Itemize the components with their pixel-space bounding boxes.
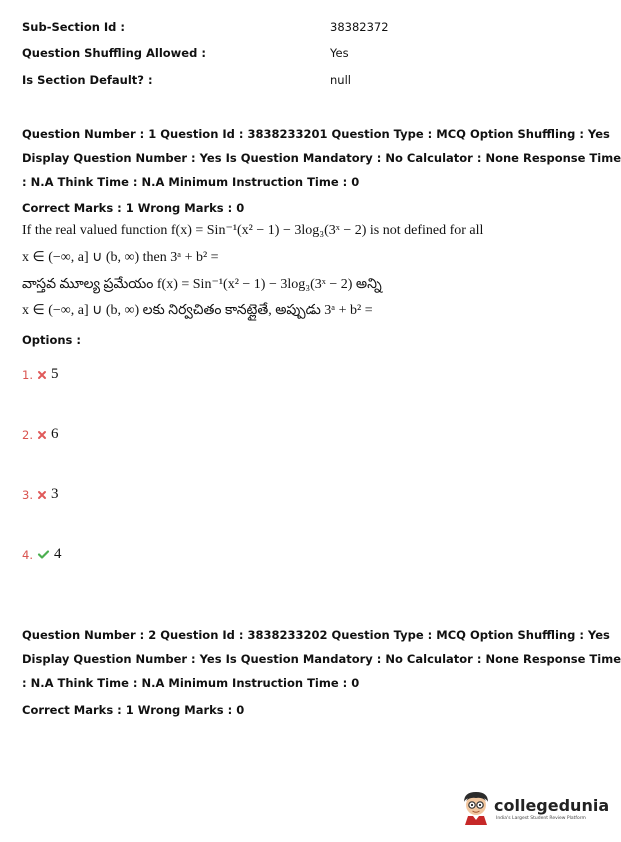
- option-value: 5: [50, 366, 59, 382]
- sub-section-id-value: 38382372: [330, 20, 389, 34]
- option-value: 6: [50, 426, 59, 442]
- logo-name: collegedunia: [494, 796, 610, 815]
- question-1-meta-line-3: : N.A Think Time : N.A Minimum Instruction Time : 0: [22, 175, 360, 189]
- option-2: [22, 426, 58, 443]
- section-default-label: Is Section Default? :: [22, 73, 153, 87]
- section-default-value: null: [330, 73, 351, 87]
- question-1-text-english-line-1: If the real valued function f(x) = Sin⁻¹(x² − 1) − 3log₃(3ˣ − 2) is not defined for all: [22, 223, 484, 238]
- check-icon: [38, 550, 49, 559]
- question-2-meta-line-1: Question Number : 2 Question Id : 3838233202 Question Type : MCQ Option Shuffling : Yes: [22, 628, 610, 642]
- question-1-text-english-line-2: x ∈ (−∞, a] ∪ (b, ∞) then 3ᵃ + b² =: [22, 250, 219, 265]
- cross-icon: [38, 491, 46, 499]
- option-1: [22, 366, 58, 383]
- question-shuffling-value: Yes: [330, 46, 349, 60]
- sub-section-id-label: Sub-Section Id :: [22, 20, 126, 34]
- option-value: 4: [53, 546, 62, 562]
- question-2-meta-line-3: : N.A Think Time : N.A Minimum Instruction Time : 0: [22, 676, 360, 690]
- question-1-meta-line-2: Display Question Number : Yes Is Question Mandatory : No Calculator : None Response Time: [22, 151, 621, 165]
- option-number: 1.: [22, 367, 33, 382]
- question-1-meta-line-1: Question Number : 1 Question Id : 3838233201 Question Type : MCQ Option Shuffling : Yes: [22, 127, 610, 141]
- mascot-icon: [460, 788, 492, 826]
- question-2-marks: Correct Marks : 1 Wrong Marks : 0: [22, 703, 245, 717]
- question-shuffling-label: Question Shuffling Allowed :: [22, 46, 206, 60]
- option-number: 3.: [22, 487, 33, 502]
- cross-icon: [38, 431, 46, 439]
- question-1-text-telugu-line-2: x ∈ (−∞, a] ∪ (b, ∞) లకు నిర్వచితం కానట్లైతే, అప్పుడు 3ᵃ + b² =: [22, 303, 373, 318]
- cross-icon: [38, 371, 46, 379]
- question-1-text-telugu-line-1: వాస్తవ మూల్య ప్రమేయం f(x) = Sin⁻¹(x² − 1) − 3log₃(3ˣ − 2) అన్ని: [22, 277, 382, 292]
- option-4: [22, 546, 61, 563]
- collegedunia-logo: [460, 788, 610, 828]
- question-1-marks: Correct Marks : 1 Wrong Marks : 0: [22, 201, 245, 215]
- option-number: 2.: [22, 427, 33, 442]
- option-3: [22, 486, 58, 503]
- option-value: 3: [50, 486, 59, 502]
- option-number: 4.: [22, 547, 33, 562]
- question-2-meta-line-2: Display Question Number : Yes Is Question Mandatory : No Calculator : None Response Time: [22, 652, 621, 666]
- logo-tagline: India's Largest Student Review Platform: [496, 816, 586, 821]
- options-label: Options :: [22, 333, 81, 347]
